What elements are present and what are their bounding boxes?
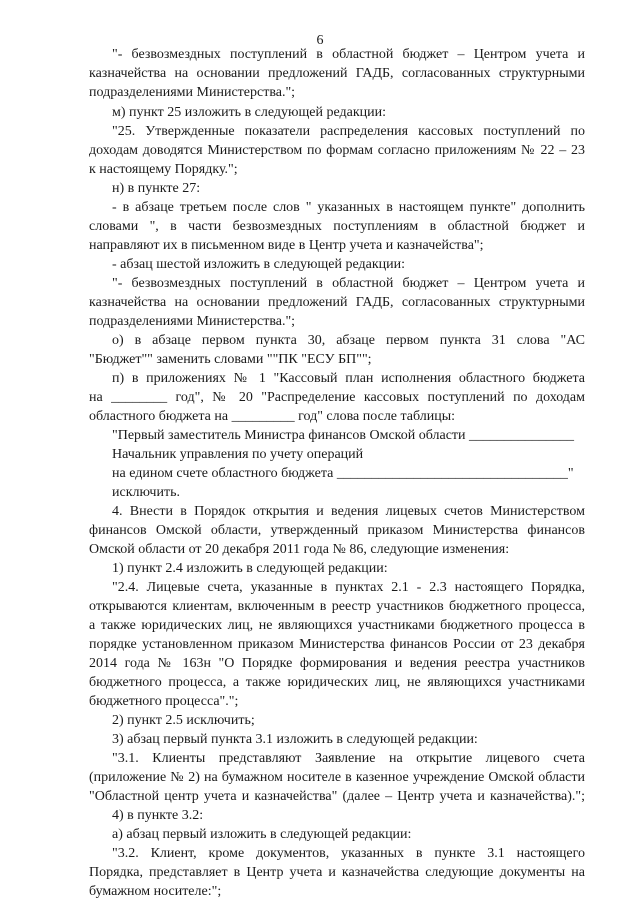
text-line: областного бюджета на _________ год" слова после таблицы:: [89, 409, 456, 424]
text-line: - в абзаце третьем после слов " указанных в настоящем пункте" дополнить: [112, 200, 585, 215]
text-line: а) абзац первый изложить в следующей редакции:: [112, 827, 412, 842]
text-line: направляют их в письменном виде в Центр учета и казначейства";: [89, 238, 484, 253]
text-line: 1) пункт 2.4 изложить в следующей редакции:: [112, 561, 388, 576]
text-line: казначейства на основании предложений ГАДБ, согласованных структурными: [89, 295, 585, 310]
text-line: на ________ год", № 20 "Распределение кассовых поступлений по доходам: [89, 390, 585, 405]
text-line: казначейства на основании предложений ГАДБ, согласованных структурными: [89, 66, 585, 81]
text-line: а также юридических лиц, не являющихся участниками бюджетного процесса в: [89, 618, 585, 633]
text-line: бюджетного процесса".";: [89, 694, 239, 709]
text-line: 4. Внести в Порядок открытия и ведения лицевых счетов Министерством: [112, 504, 585, 519]
text-line: (приложение № 2) на бумажном носителе в казенное учреждение Омской области: [89, 770, 585, 785]
text-line: к настоящему Порядку.";: [89, 162, 238, 177]
page-number: 6: [316, 33, 324, 48]
text-line: Порядка, представляет в Центр учета и казначейства следующие документы на: [89, 865, 585, 880]
text-line: "25. Утвержденные показатели распределения кассовых поступлений по: [112, 124, 585, 139]
text-line: о) в абзаце первом пункта 30, абзаце первом пункта 31 слова "АС: [112, 333, 585, 348]
text-line: бюджетного процесса, а также юридических лиц, не являющихся участниками: [89, 675, 585, 690]
text-line: "- безвозмездных поступлений в областной бюджет – Центром учета и: [112, 47, 585, 62]
text-line: Омской области от 20 декабря 2011 года № 86, следующие изменения:: [89, 542, 510, 557]
text-line: м) пункт 25 изложить в следующей редакции:: [112, 105, 387, 120]
text-line: подразделениями Министерства.";: [89, 314, 296, 329]
text-line: бумажном носителе:";: [89, 884, 222, 899]
text-line: доходам доводятся Министерством по формам согласно приложениям № 22 – 23: [89, 143, 585, 158]
text-line: открываются клиентам, включенным в реестр участников бюджетного процесса,: [89, 599, 585, 614]
text-line: "3.2. Клиент, кроме документов, указанных в пункте 3.1 настоящего: [112, 846, 585, 861]
text-line: порядке установленном приказом Министерства финансов России от 23 декабря: [89, 637, 585, 652]
text-line: н) в пункте 27:: [112, 181, 201, 196]
text-line: "Бюджет"" заменить словами ""ПК "ЕСУ БП"";: [89, 352, 372, 367]
text-line: исключить.: [112, 485, 180, 500]
text-line: "2.4. Лицевые счета, указанные в пунктах 2.1 - 2.3 настоящего Порядка,: [112, 580, 585, 595]
text-line: 2) пункт 2.5 исключить;: [112, 713, 255, 728]
text-line: 4) в пункте 3.2:: [112, 808, 204, 823]
text-line: "Первый заместитель Министра финансов Омской области _______________: [112, 428, 575, 443]
text-line: на едином счете областного бюджета _________________________________": [112, 466, 574, 481]
text-line: "- безвозмездных поступлений в областной бюджет – Центром учета и: [112, 276, 585, 291]
text-line: словами ", в части безвозмездных поступлениям в областной бюджет и: [89, 219, 585, 234]
text-line: - абзац шестой изложить в следующей редакции:: [112, 257, 405, 272]
text-line: "Областной центр учета и казначейства" (далее – Центр учета и казначейства).";: [89, 789, 585, 804]
text-line: п) в приложениях № 1 "Кассовый план исполнения областного бюджета: [112, 371, 585, 386]
text-line: 3) абзац первый пункта 3.1 изложить в следующей редакции:: [112, 732, 478, 747]
text-line: финансов Омской области, утвержденный приказом Министерства финансов: [89, 523, 585, 538]
text-line: Начальник управления по учету операций: [112, 447, 364, 462]
text-line: подразделениями Министерства.";: [89, 85, 296, 100]
text-line: "3.1. Клиенты представляют Заявление на открытие лицевого счета: [112, 751, 585, 766]
text-line: 2014 года № 163н "О Порядке формирования и ведения реестра участников: [89, 656, 585, 671]
